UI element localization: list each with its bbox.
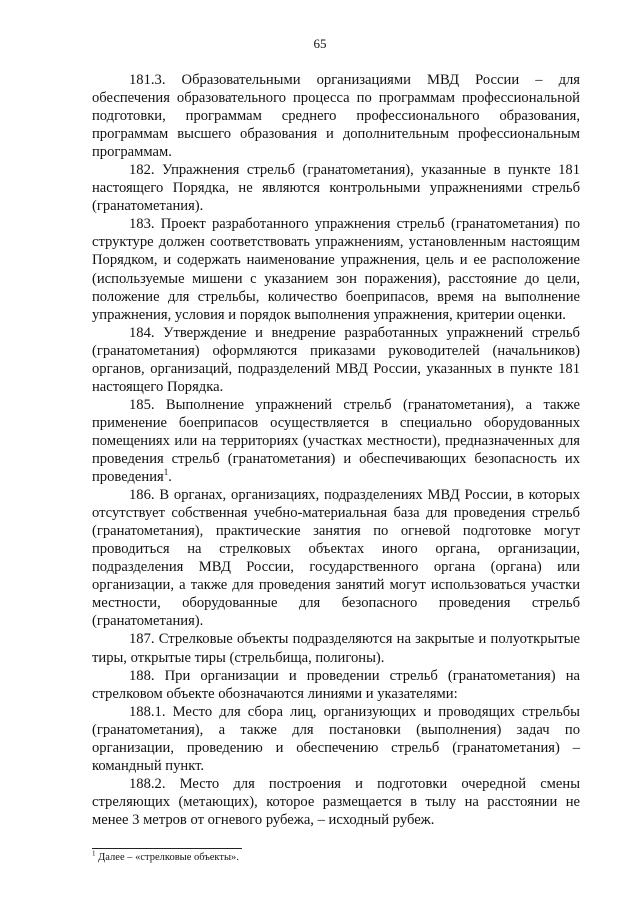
paragraph-188-2: 188.2. Место для построения и подготовки очередной смены стреляющих (метающих), которое размещается в тылу на расстоянии не менее 3 метров от огневого рубежа, – исходный рубеж. — [92, 775, 580, 828]
paragraph-182: 182. Упражнения стрельб (гранатометания), указанные в пункте 181 настоящего Порядка, не являются контрольными упражнениями стрельб (гранатометания). — [92, 162, 580, 215]
paragraph-188-1: 188.1. Место для сбора лиц, организующих и проводящих стрельбы (гранатометания), а также для постановки (выполнения) задач по организации, проведению и обеспечению стрельб (гранатометания) – командный пункт. — [92, 703, 580, 774]
paragraph-185: 185. Выполнение упражнений стрельб (гранатометания), а также применение боеприпасов осуществляется в специально оборудованных помещениях или на территориях (участках местности), предназначенных для проведения стрельб (гранатометания) и обеспечивающих безопасность их проведения$^1$. — [92, 396, 580, 486]
paragraph-181-3: 181.3. Образовательными организациями МВД России – для обеспечения образовательного процесса по программам профессиональной подготовки, программам среднего профессионального образования, программам высшего образования и дополнительным профессиональным программам. — [92, 72, 580, 161]
paragraph-183: 183. Проект разработанного упражнения стрельб (гранатометания) по структуре должен соответствовать упражнениям, установленным настоящим Порядком, и содержать наименование упражнения, цель и ее расположение (используемые мишени с указанием зон поражения), расстояние до цели, положение для стрельбы, количество боеприпасов, время на выполнение упражнения, условия и порядок выполнения упражнения, критерии оценки. — [92, 216, 580, 323]
footnote-separator — [92, 848, 242, 849]
footnote-marker: 1 — [92, 849, 96, 858]
document-body — [92, 71, 580, 829]
paragraph-186: 186. В органах, организациях, подразделениях МВД России, в которых отсутствует собственная учебно-материальная база для проведения стрельб (гранатометания), практические занятия по огневой подготовке могут проводиться на стрелковых объектах иного органа, организации, подразделения МВД России, государственного органа (органа) или организации, а также для проведения занятий могут использоваться участки местности, оборудованные для безопасного проведения стрельб (гранатометания). — [92, 487, 580, 630]
footnote-text: Далее – «стрелковые объекты». — [98, 852, 239, 863]
paragraph-187: 187. Стрелковые объекты подразделяются на закрытые и полуоткрытые тиры, открытые тиры (стрельбища, полигоны). — [92, 631, 580, 666]
paragraph-188: 188. При организации и проведении стрельб (гранатометания) на стрелковом объекте обозначаются линиями и указателями: — [92, 667, 580, 702]
footnote-reference: 1 — [163, 467, 169, 478]
paragraph-185-text: 185. Выполнение упражнений стрельб (гранатометания), а также применение боеприпасов осуществляется в специально оборудованных помещениях или на территориях (участках местности), предназначенных для проведения стрельб (гранатометания) и обеспечивающих безопасность их проведения — [92, 396, 580, 486]
footnote — [92, 851, 580, 864]
page-number: 65 — [313, 36, 327, 51]
paragraph-184: 184. Утверждение и внедрение разработанных упражнений стрельб (гранатометания) оформляются приказами руководителей (начальников) органов, организаций, подразделений МВД России, указанных в пункте 181 настоящего Порядка. — [92, 324, 580, 395]
